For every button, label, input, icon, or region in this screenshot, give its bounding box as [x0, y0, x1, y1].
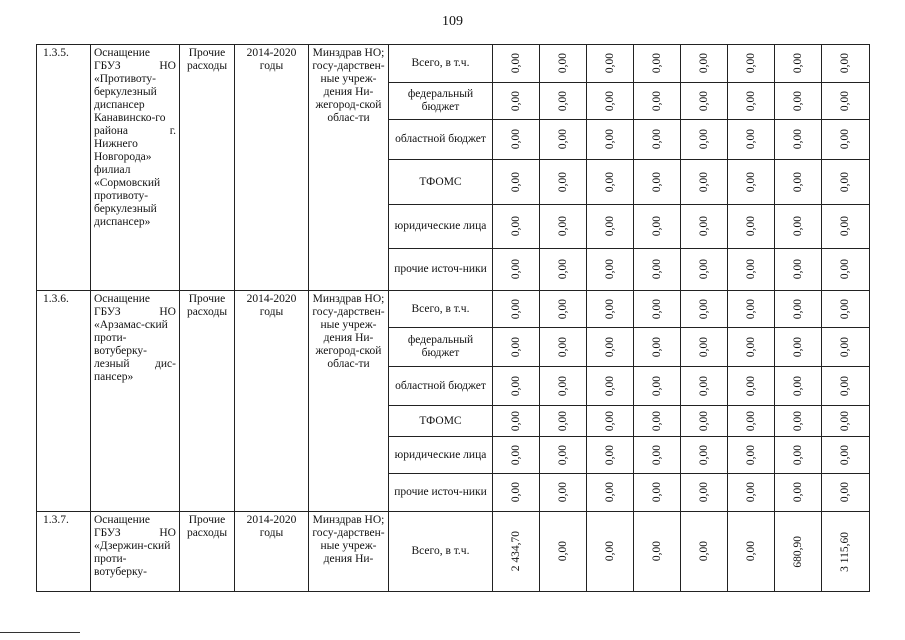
value-cell [493, 120, 540, 160]
value-cell [775, 437, 822, 474]
value-text: 0,00 [744, 216, 757, 237]
value-text: 0,00 [603, 375, 616, 397]
value-text: 0,00 [650, 541, 663, 562]
value-cell [775, 249, 822, 291]
value-cell [634, 160, 681, 205]
value-cell [493, 291, 540, 328]
value-text: 0,00 [791, 482, 804, 503]
value-cell [540, 437, 587, 474]
item-period: 2014-2020 годы [235, 512, 309, 592]
funding-source: прочие источ-ники [389, 474, 493, 512]
value-cell [493, 205, 540, 249]
value-cell [540, 249, 587, 291]
value-cell [634, 205, 681, 249]
value-cell [587, 45, 634, 83]
value-cell [822, 120, 870, 160]
value-cell [493, 406, 540, 437]
value-text: 0,00 [509, 171, 522, 193]
value-cell [728, 291, 775, 328]
value-cell [775, 205, 822, 249]
value-cell [493, 474, 540, 512]
value-cell [681, 45, 728, 83]
value-text: 0,00 [744, 336, 757, 358]
value-text: 0,00 [603, 482, 616, 503]
funding-source: федеральный бюджет [389, 328, 493, 367]
value-cell [822, 205, 870, 249]
value-text: 0,00 [603, 259, 616, 280]
value-cell [822, 249, 870, 291]
value-text: 0,00 [650, 375, 663, 397]
value-cell [634, 249, 681, 291]
value-text: 0,00 [650, 482, 663, 503]
value-cell [728, 512, 775, 592]
value-cell [822, 291, 870, 328]
value-text: 0,00 [603, 336, 616, 358]
value-cell [587, 249, 634, 291]
value-text: 0,00 [509, 410, 522, 432]
value-text: 0,00 [509, 482, 522, 503]
value-text: 0,00 [509, 336, 522, 358]
value-cell [540, 83, 587, 120]
value-cell [775, 45, 822, 83]
value-cell [540, 205, 587, 249]
value-cell [587, 120, 634, 160]
funding-source: Всего, в т.ч. [389, 45, 493, 83]
value-text: 0,00 [509, 375, 522, 397]
value-text: 0,00 [791, 216, 804, 237]
value-text: 0,00 [791, 375, 804, 397]
value-cell [587, 83, 634, 120]
value-cell [634, 367, 681, 406]
value-text: 0,00 [697, 298, 710, 320]
footer-rule [0, 632, 80, 633]
value-cell [681, 437, 728, 474]
value-cell [681, 512, 728, 592]
value-text: 0,00 [650, 259, 663, 280]
value-cell [728, 367, 775, 406]
value-text: 0,00 [744, 90, 757, 112]
value-text: 0,00 [603, 171, 616, 193]
expense-type: Прочие расходы [180, 45, 235, 291]
value-cell [540, 45, 587, 83]
value-text: 0,00 [791, 53, 804, 74]
value-text: 0,00 [650, 336, 663, 358]
item-number: 1.3.6. [37, 291, 91, 512]
value-text: 0,00 [839, 216, 851, 237]
value-text: 0,00 [556, 298, 569, 320]
value-text: 0,00 [839, 298, 851, 320]
value-cell [728, 406, 775, 437]
value-text: 680,90 [791, 535, 804, 568]
value-cell [681, 474, 728, 512]
value-text: 0,00 [839, 375, 851, 397]
value-text: 0,00 [650, 444, 663, 466]
value-text: 0,00 [839, 410, 851, 432]
value-text: 2 434,70 [509, 531, 522, 572]
value-cell [493, 512, 540, 592]
value-cell [681, 291, 728, 328]
value-cell [822, 160, 870, 205]
value-cell [634, 512, 681, 592]
value-cell [681, 367, 728, 406]
value-text: 0,00 [603, 444, 616, 466]
value-text: 0,00 [697, 53, 710, 74]
value-cell [587, 160, 634, 205]
value-cell [775, 83, 822, 120]
value-cell [634, 83, 681, 120]
value-text: 0,00 [744, 444, 757, 466]
value-text: 0,00 [509, 90, 522, 112]
value-text: 0,00 [556, 171, 569, 193]
value-text: 0,00 [839, 171, 851, 193]
value-text: 0,00 [509, 216, 522, 237]
funding-source: юридические лица [389, 437, 493, 474]
funding-source: Всего, в т.ч. [389, 512, 493, 592]
value-text: 0,00 [603, 298, 616, 320]
value-text: 0,00 [744, 541, 757, 562]
item-name: Оснащение ГБУЗ НО «Арзамас-ский проти-вотуберку-лезный дис-пансер» [91, 291, 180, 512]
value-cell [681, 120, 728, 160]
value-cell [775, 328, 822, 367]
value-cell [634, 45, 681, 83]
value-text: 0,00 [556, 129, 569, 150]
funding-source: Всего, в т.ч. [389, 291, 493, 328]
value-cell [587, 406, 634, 437]
funding-source: юридические лица [389, 205, 493, 249]
value-cell [775, 291, 822, 328]
value-text: 0,00 [839, 90, 851, 112]
value-text: 0,00 [650, 298, 663, 320]
value-cell [587, 328, 634, 367]
value-text: 0,00 [509, 129, 522, 150]
item-period: 2014-2020 годы [235, 45, 309, 291]
value-cell [587, 437, 634, 474]
value-text: 0,00 [509, 259, 522, 280]
value-cell [493, 367, 540, 406]
value-cell [822, 512, 870, 592]
value-text: 0,00 [603, 90, 616, 112]
value-text: 0,00 [744, 482, 757, 503]
value-cell [681, 249, 728, 291]
funding-source: областной бюджет [389, 367, 493, 406]
value-cell [728, 160, 775, 205]
value-cell [728, 83, 775, 120]
value-cell [634, 474, 681, 512]
item-number: 1.3.5. [37, 45, 91, 291]
value-cell [634, 120, 681, 160]
value-cell [775, 120, 822, 160]
value-cell [493, 160, 540, 205]
value-text: 0,00 [556, 482, 569, 503]
value-cell [493, 249, 540, 291]
item-number: 1.3.7. [37, 512, 91, 592]
value-text: 0,00 [650, 129, 663, 150]
value-text: 0,00 [603, 129, 616, 150]
value-cell [822, 328, 870, 367]
table-row [37, 45, 870, 83]
value-text: 0,00 [509, 53, 522, 74]
page-number: 109 [442, 14, 463, 29]
value-cell [540, 160, 587, 205]
value-text: 0,00 [744, 410, 757, 432]
item-executor: Минздрав НО; госу-дарствен-ные учреж-дения Ни-жегород-ской облас-ти [309, 291, 389, 512]
value-text: 0,00 [650, 90, 663, 112]
value-cell [634, 328, 681, 367]
value-text: 0,00 [556, 444, 569, 466]
value-cell [587, 291, 634, 328]
value-cell [493, 45, 540, 83]
value-cell [634, 406, 681, 437]
value-cell [540, 512, 587, 592]
value-text: 0,00 [650, 53, 663, 74]
value-text: 0,00 [744, 53, 757, 74]
value-cell [728, 45, 775, 83]
value-cell [822, 406, 870, 437]
expense-type: Прочие расходы [180, 512, 235, 592]
value-cell [822, 45, 870, 83]
value-cell [681, 328, 728, 367]
value-text: 0,00 [697, 216, 710, 237]
funding-source: прочие источ-ники [389, 249, 493, 291]
value-cell [775, 406, 822, 437]
value-cell [681, 83, 728, 120]
value-text: 0,00 [556, 541, 569, 562]
value-text: 0,00 [839, 336, 851, 358]
funding-source: ТФОМС [389, 406, 493, 437]
value-cell [587, 205, 634, 249]
value-text: 0,00 [603, 216, 616, 237]
value-text: 0,00 [839, 444, 851, 466]
value-text: 0,00 [791, 171, 804, 193]
value-cell [540, 406, 587, 437]
value-cell [681, 205, 728, 249]
item-name: Оснащение ГБУЗ НО «Противоту-беркулезный диспансер Канавинско-го района г. Нижнего Новгорода» филиал «Сормовский противоту-беркулезный диспансер» [91, 45, 180, 291]
value-text: 0,00 [791, 336, 804, 358]
value-text: 0,00 [556, 336, 569, 358]
value-text: 0,00 [697, 375, 710, 397]
value-cell [681, 406, 728, 437]
table-row [37, 291, 870, 328]
value-text: 0,00 [556, 53, 569, 74]
value-cell [728, 205, 775, 249]
value-text: 0,00 [603, 53, 616, 74]
funding-source: ТФОМС [389, 160, 493, 205]
value-text: 0,00 [744, 375, 757, 397]
value-cell [728, 437, 775, 474]
value-text: 0,00 [791, 298, 804, 320]
value-cell [540, 367, 587, 406]
value-cell [728, 120, 775, 160]
value-cell [822, 83, 870, 120]
value-text: 0,00 [650, 171, 663, 193]
value-cell [728, 249, 775, 291]
table-row [37, 512, 870, 592]
value-cell [681, 160, 728, 205]
value-cell [775, 474, 822, 512]
value-text: 0,00 [556, 259, 569, 280]
funding-source: федеральный бюджет [389, 83, 493, 120]
value-text: 0,00 [509, 298, 522, 320]
value-text: 3 115,60 [839, 531, 851, 572]
value-text: 0,00 [744, 129, 757, 150]
funding-source: областной бюджет [389, 120, 493, 160]
value-cell [587, 512, 634, 592]
value-text: 0,00 [697, 482, 710, 503]
value-cell [775, 160, 822, 205]
value-text: 0,00 [791, 444, 804, 466]
value-text: 0,00 [697, 336, 710, 358]
value-text: 0,00 [839, 482, 851, 503]
value-text: 0,00 [556, 375, 569, 397]
value-cell [540, 120, 587, 160]
value-cell [775, 367, 822, 406]
item-executor: Минздрав НО; госу-дарствен-ные учреж-дения Ни- [309, 512, 389, 592]
item-executor: Минздрав НО; госу-дарствен-ные учреж-дения Ни-жегород-ской облас-ти [309, 45, 389, 291]
value-text: 0,00 [697, 259, 710, 280]
value-cell [822, 367, 870, 406]
value-cell [634, 291, 681, 328]
item-name: Оснащение ГБУЗ НО «Дзержин-ский проти-вотуберку- [91, 512, 180, 592]
value-text: 0,00 [603, 541, 616, 562]
value-text: 0,00 [839, 53, 851, 74]
value-text: 0,00 [839, 259, 851, 280]
value-text: 0,00 [697, 129, 710, 150]
value-text: 0,00 [556, 216, 569, 237]
item-period: 2014-2020 годы [235, 291, 309, 512]
value-cell [728, 328, 775, 367]
value-text: 0,00 [556, 90, 569, 112]
value-cell [493, 328, 540, 367]
value-cell [587, 474, 634, 512]
value-text: 0,00 [509, 444, 522, 466]
value-cell [587, 367, 634, 406]
value-cell [540, 474, 587, 512]
program-table [36, 44, 870, 592]
value-text: 0,00 [839, 129, 851, 150]
value-text: 0,00 [603, 410, 616, 432]
value-cell [822, 474, 870, 512]
value-text: 0,00 [791, 259, 804, 280]
value-cell [493, 437, 540, 474]
value-text: 0,00 [650, 410, 663, 432]
value-text: 0,00 [697, 171, 710, 193]
value-text: 0,00 [697, 541, 710, 562]
value-text: 0,00 [791, 410, 804, 432]
value-cell [822, 437, 870, 474]
value-cell [775, 512, 822, 592]
value-cell [540, 291, 587, 328]
value-text: 0,00 [556, 410, 569, 432]
value-text: 0,00 [697, 90, 710, 112]
value-text: 0,00 [744, 259, 757, 280]
value-cell [634, 437, 681, 474]
value-text: 0,00 [791, 129, 804, 150]
value-text: 0,00 [744, 171, 757, 193]
value-cell [728, 474, 775, 512]
value-cell [540, 328, 587, 367]
value-cell [493, 83, 540, 120]
value-text: 0,00 [697, 444, 710, 466]
expense-type: Прочие расходы [180, 291, 235, 512]
value-text: 0,00 [697, 410, 710, 432]
value-text: 0,00 [791, 90, 804, 112]
value-text: 0,00 [744, 298, 757, 320]
value-text: 0,00 [650, 216, 663, 237]
